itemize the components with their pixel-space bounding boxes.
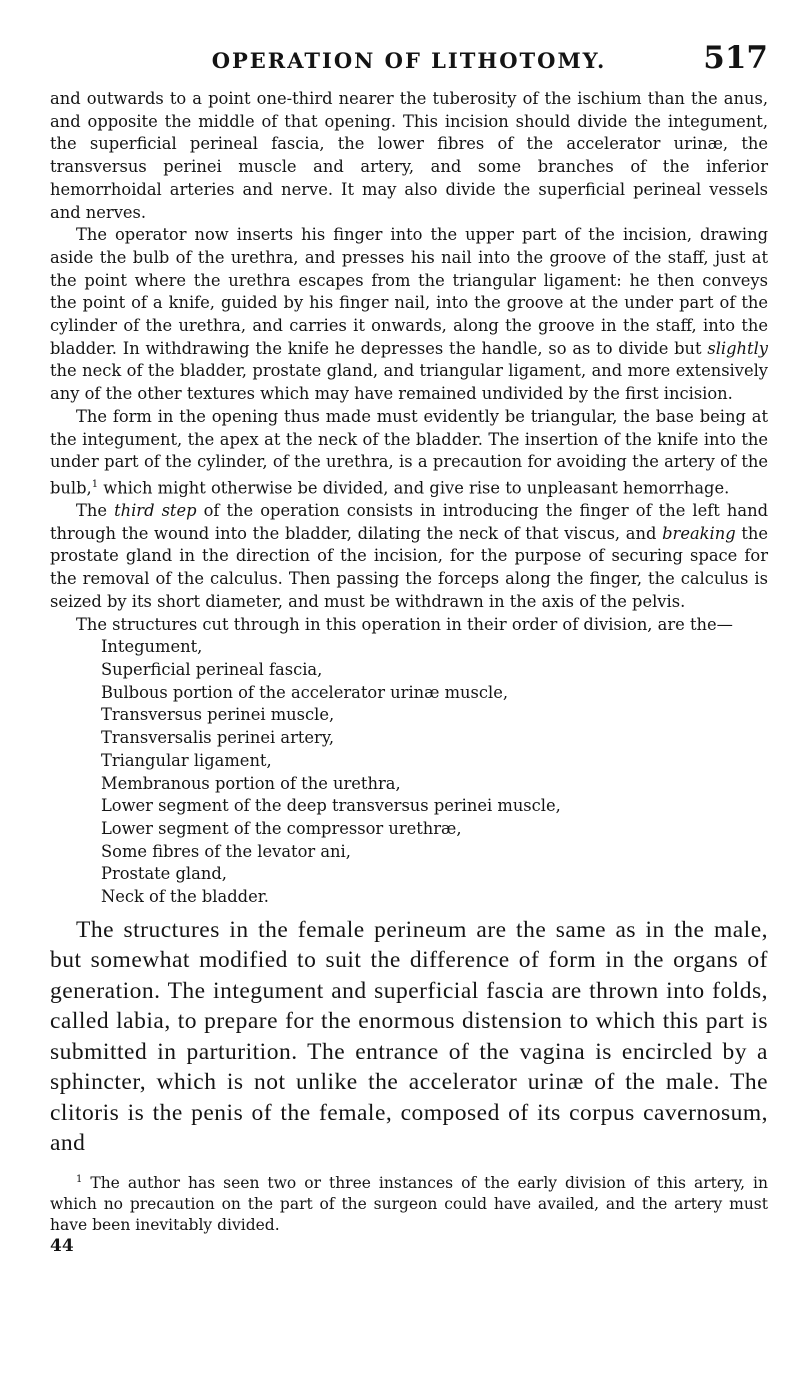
- list-item: Lower segment of the compressor urethræ,: [101, 818, 462, 838]
- book-page: [50, 40, 768, 1256]
- paragraph-opening-form: [50, 406, 768, 500]
- list-item: Triangular ligament,: [101, 750, 272, 770]
- paragraph-text: The: [76, 501, 115, 521]
- list-item: Transversalis perinei artery,: [101, 728, 335, 748]
- emphasis-text: slightly: [707, 338, 768, 358]
- footnote-text: The author has seen two or three instances of the early division of this artery, in which no precaution on the part of the surgeon could have availed, and the artery must have been inevitably divided.: [50, 1173, 768, 1234]
- structures-list: [50, 636, 768, 908]
- paragraph-text: of the operation consists in introducing the finger of the left hand through the wound into the bladder, dilating the neck of that viscus, and: [50, 501, 768, 543]
- footnote-marker: 1: [76, 1173, 83, 1185]
- list-item: Lower segment of the deep transversus perinei muscle,: [101, 796, 561, 816]
- paragraph-operator-step: [50, 224, 768, 406]
- list-item: Integument,: [101, 637, 203, 657]
- paragraph-third-step: [50, 500, 768, 614]
- emphasis-text: breaking: [662, 523, 736, 543]
- paragraph-text: the prostate gland in the direction of the incision, for the purpose of securing space for the removal of the calculus. Then passing the forceps along the finger, the calculus is seized by its short diameter, and must be withdrawn in the axis of the pelvis.: [50, 523, 768, 611]
- list-item: Superficial perineal fascia,: [101, 660, 323, 679]
- paragraph-text: The operator now inserts his finger into the upper part of the incision, drawing aside the bulb of the urethra, and presses his nail into the groove of the staff, just at the point where the urethra escapes from the triangular ligament: he then conveys the point of a knife, guided by his finger nail, into the groove at the under part of the cylinder of the urethra, and carries it onwards, along the groove in the staff, into the bladder. In withdrawing the knife he depresses the handle, so as to divide but: [50, 225, 768, 358]
- list-item: Bulbous portion of the accelerator urinæ muscle,: [101, 682, 509, 702]
- list-item: Transversus perinei muscle,: [101, 705, 335, 725]
- paragraph-text: The form in the opening thus made must evidently be triangular, the base being at the integument, the apex at the neck of the bladder. The insertion of the knife into the under part of the cylinder, of the urethra, is a precaution for avoiding the artery of the bulb,: [50, 406, 768, 498]
- footnote: [50, 1169, 768, 1236]
- list-item: Membranous portion of the urethra,: [101, 773, 401, 793]
- running-head-title: OPERATION OF LITHOTOMY.: [211, 48, 607, 73]
- footnote-reference: 1: [91, 478, 99, 490]
- emphasis-text: third step: [114, 501, 197, 521]
- paragraph-continuation: and outwards to a point one-third nearer the tuberosity of the ischium than the anus, and opposite the middle of that opening. This incision should divide the integument, the superficial perineal fascia, the lower fibres of the accelerator urinæ, the transversus perinei muscle and artery, and some branches of the inferior hemorrhoidal arteries and nerve. It may also divide the superficial perineal vessels and nerves.: [50, 89, 768, 222]
- list-item: Neck of the bladder.: [101, 887, 269, 907]
- list-item: Some fibres of the levator ani,: [101, 841, 351, 861]
- paragraph-female-perineum: The structures in the female perineum are the same as in the male, but somewhat modified to suit the difference of form in the organs of generation. The integument and superficial fascia are thrown into folds, called labia, to prepare for the enormous distension to which this part is submitted in parturition. The entrance of the vagina is encircled by a sphincter, which is not unlike the accelerator urinæ of the male. The clitoris is the penis of the female, composed of its corpus cavernosum, and: [50, 916, 768, 1157]
- paragraph-text: the neck of the bladder, prostate gland, and triangular ligament, and more extensively any of the other textures which may have remained undivided by the first incision.: [50, 361, 768, 404]
- paragraph-structures-intro: The structures cut through in this operation in their order of division, are the—: [76, 614, 733, 634]
- list-item: Prostate gland,: [101, 864, 227, 884]
- main-text: [50, 88, 768, 909]
- running-header: [50, 40, 768, 80]
- signature-mark: 44: [50, 1235, 74, 1256]
- page-number: 517: [703, 40, 768, 76]
- paragraph-text: which might otherwise be divided, and give rise to unpleasant hemorrhage.: [98, 478, 730, 498]
